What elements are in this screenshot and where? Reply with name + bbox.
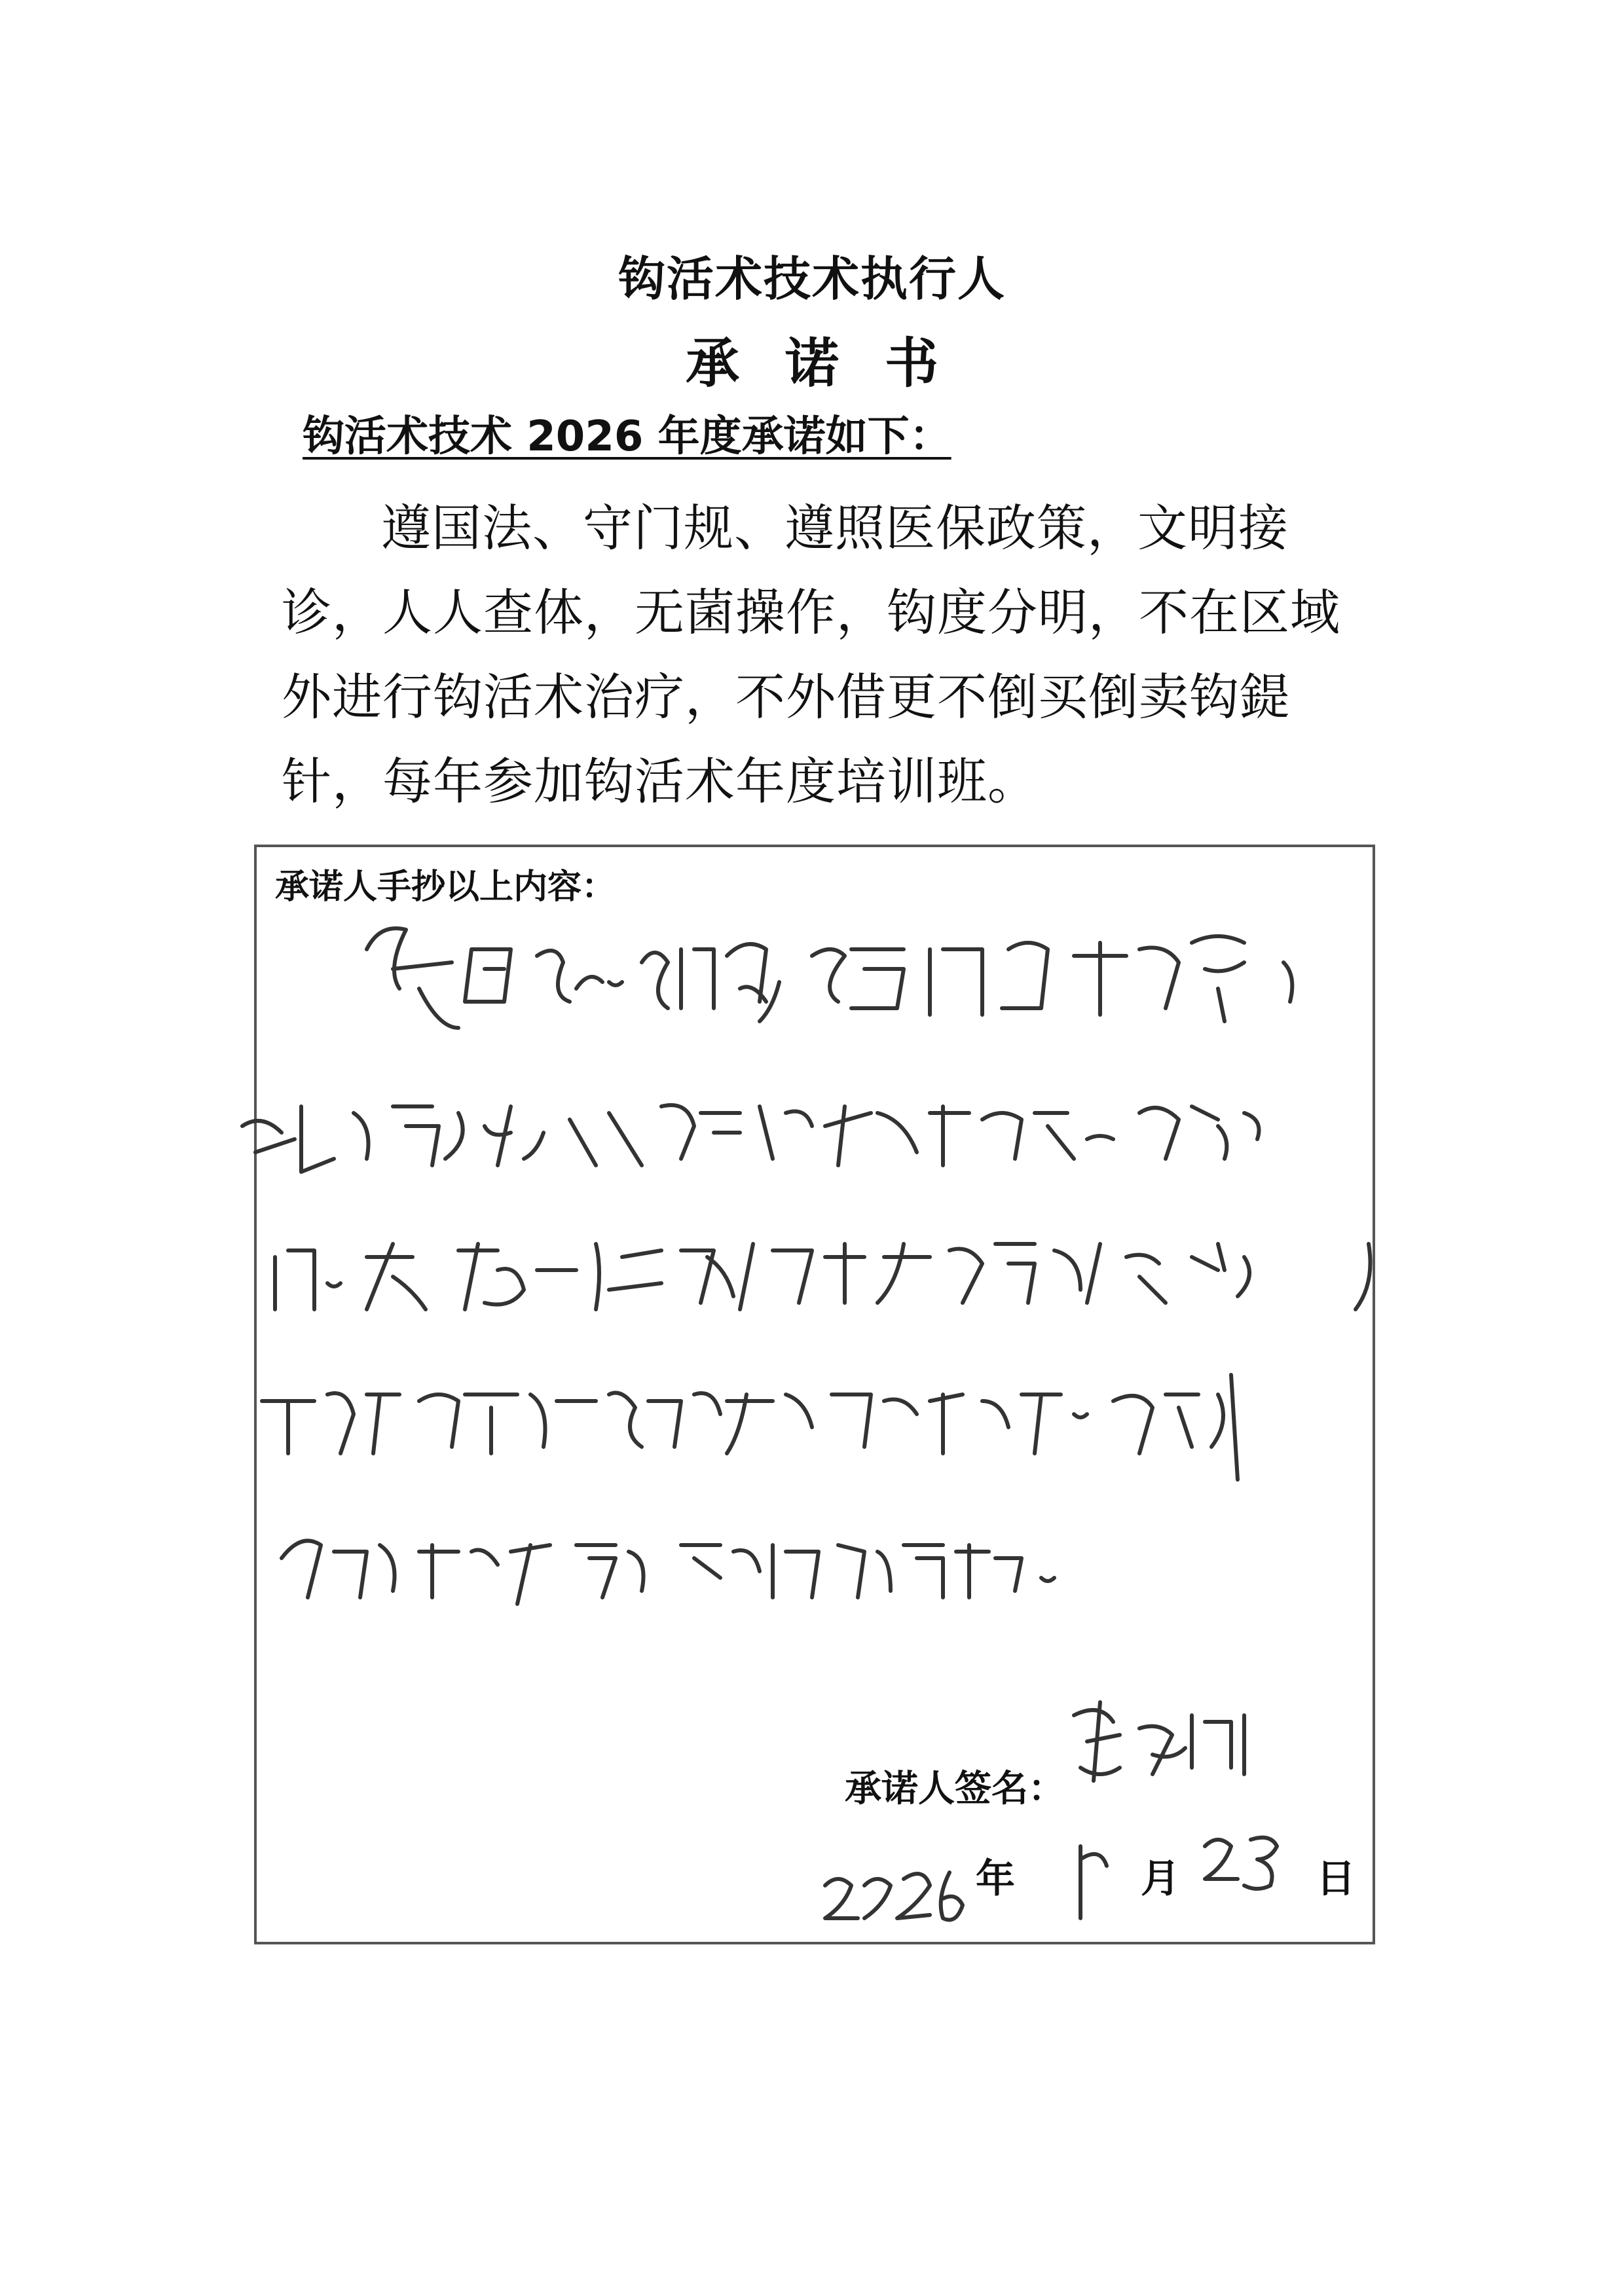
date-month-unit: 月 [1141,1856,1180,1902]
pledge-subtitle: 钩活术技术 2026 年度承诺如下： [303,412,951,461]
date-day-unit: 日 [1316,1856,1356,1902]
document-title: 钩活术技术执行人 [618,251,1006,306]
date-year-unit: 年 [976,1856,1015,1902]
pledge-body: 遵国法、守门规、遵照医保政策，文明接诊，人人查体，无菌操作，钩度分明，不在区域外进行钩活术治疗，不外借更不倒买倒卖钩鍉针，每年参加钩活术年度培训班。 [282,499,1340,811]
signature-label: 承诺人签名： [845,1768,1065,1810]
document-heading: 承诺书 [685,333,984,395]
copy-label: 承诺人手抄以上内容： [275,867,616,907]
